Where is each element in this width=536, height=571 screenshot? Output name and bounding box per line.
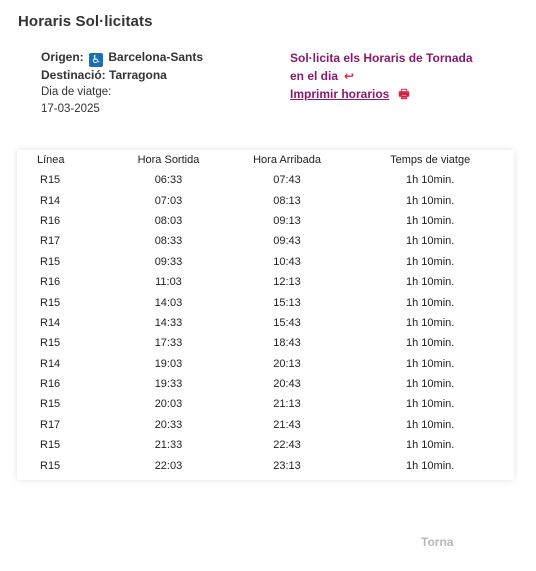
cell-departure: 19:33	[154, 378, 183, 391]
cell-line: R15	[40, 296, 61, 309]
header-duration: Temps de viatge	[390, 154, 471, 166]
cell-arrival: 20:43	[273, 378, 301, 391]
cell-line: R15	[40, 398, 61, 411]
cell-duration: 1h 10min.	[406, 276, 455, 289]
wheelchair-icon: ♿	[89, 53, 103, 67]
table-header-row	[17, 150, 514, 170]
cell-duration: 1h 10min.	[406, 378, 455, 391]
date-label: Dia de viatge:	[41, 86, 112, 98]
cell-departure: 20:03	[154, 398, 183, 411]
return-schedule-line2: en el dia	[290, 69, 339, 83]
cell-duration: 1h 10min.	[406, 459, 455, 472]
table-row	[17, 190, 514, 210]
return-schedule-link-line2[interactable]	[290, 67, 473, 85]
cell-arrival: 21:43	[273, 418, 301, 431]
table-row	[17, 211, 514, 231]
cell-arrival: 09:43	[273, 235, 301, 248]
cell-departure: 17:33	[154, 337, 183, 350]
cell-departure: 11:03	[155, 276, 182, 289]
page-title: Horaris Sol·licitats	[18, 13, 153, 30]
cell-line: R15	[40, 439, 61, 452]
cell-departure: 07:03	[154, 194, 183, 207]
cell-arrival: 21:13	[273, 398, 301, 411]
cell-line: R16	[40, 378, 61, 391]
destination-row	[41, 67, 203, 84]
header-arrival: Hora Arribada	[253, 154, 321, 166]
cell-line: R17	[40, 235, 61, 248]
cell-line: R14	[40, 194, 61, 207]
trip-info	[41, 49, 203, 118]
cell-departure: 19:03	[154, 357, 183, 370]
table-row	[17, 292, 514, 312]
cell-line: R15	[40, 255, 61, 268]
cell-duration: 1h 10min.	[406, 439, 455, 452]
origin-row	[41, 49, 203, 67]
cell-arrival: 12:13	[273, 276, 301, 289]
cell-departure: 08:03	[154, 214, 183, 227]
cell-arrival: 10:43	[273, 255, 301, 268]
table-row	[17, 170, 514, 190]
back-link[interactable]: Torna	[421, 535, 454, 549]
cell-arrival: 22:43	[273, 439, 301, 452]
print-schedule-label: Imprimir horarios	[290, 87, 390, 101]
table-row	[17, 435, 514, 455]
cell-arrival: 09:13	[273, 214, 301, 227]
table-row	[17, 231, 514, 251]
table-row	[17, 455, 514, 475]
cell-duration: 1h 10min.	[406, 316, 455, 329]
table-row	[17, 354, 514, 374]
cell-line: R15	[40, 174, 61, 187]
table-row	[17, 252, 514, 272]
schedule-table	[17, 150, 514, 476]
table-row	[17, 313, 514, 333]
cell-duration: 1h 10min.	[406, 337, 455, 350]
schedule-body	[17, 170, 514, 476]
cell-duration: 1h 10min.	[406, 174, 455, 187]
cell-line: R17	[40, 418, 61, 431]
cell-duration: 1h 10min.	[406, 418, 455, 431]
destination-value: Tarragona	[109, 68, 167, 82]
cell-line: R14	[40, 357, 61, 370]
cell-duration: 1h 10min.	[406, 235, 455, 248]
cell-arrival: 15:43	[273, 316, 301, 329]
cell-departure: 21:33	[154, 439, 183, 452]
table-row	[17, 374, 514, 394]
header-line: Línea	[37, 154, 65, 166]
cell-arrival: 23:13	[273, 459, 301, 472]
cell-line: R15	[40, 459, 61, 472]
actions-panel	[290, 49, 473, 103]
origin-label: Origen:	[41, 50, 84, 64]
cell-duration: 1h 10min.	[406, 398, 455, 411]
printer-icon: 🖶	[398, 87, 410, 101]
date-value: 17-03-2025	[41, 103, 100, 115]
schedule-card	[17, 150, 514, 480]
print-schedule-link[interactable]	[290, 85, 473, 103]
cell-departure: 20:33	[154, 418, 183, 431]
cell-departure: 06:33	[154, 174, 183, 187]
cell-arrival: 08:13	[273, 194, 301, 207]
cell-arrival: 15:13	[273, 296, 301, 309]
cell-departure: 09:33	[154, 255, 183, 268]
table-row	[17, 333, 514, 353]
cell-duration: 1h 10min.	[406, 194, 455, 207]
table-row	[17, 272, 514, 292]
cell-line: R15	[40, 337, 61, 350]
cell-arrival: 07:43	[273, 174, 301, 187]
origin-value: Barcelona-Sants	[108, 50, 204, 64]
return-schedule-line1: Sol·licita els Horaris de Tornada	[290, 51, 473, 65]
cell-departure: 14:33	[154, 316, 183, 329]
cell-line: R16	[40, 276, 61, 289]
cell-duration: 1h 10min.	[406, 357, 455, 370]
cell-line: R14	[40, 316, 61, 329]
cell-duration: 1h 10min.	[406, 255, 455, 268]
cell-duration: 1h 10min.	[406, 296, 455, 309]
cell-line: R16	[40, 214, 61, 227]
table-row	[17, 415, 514, 435]
cell-arrival: 18:43	[273, 337, 301, 350]
destination-label: Destinació:	[41, 68, 106, 82]
return-arrow-icon: ↩	[344, 69, 355, 83]
header-departure: Hora Sortida	[137, 154, 200, 166]
table-row	[17, 394, 514, 414]
cell-departure: 08:33	[154, 235, 183, 248]
cell-departure: 14:03	[154, 296, 183, 309]
cell-duration: 1h 10min.	[406, 214, 455, 227]
return-schedule-link[interactable]	[290, 49, 473, 67]
cell-departure: 22:03	[154, 459, 183, 472]
cell-arrival: 20:13	[273, 357, 301, 370]
